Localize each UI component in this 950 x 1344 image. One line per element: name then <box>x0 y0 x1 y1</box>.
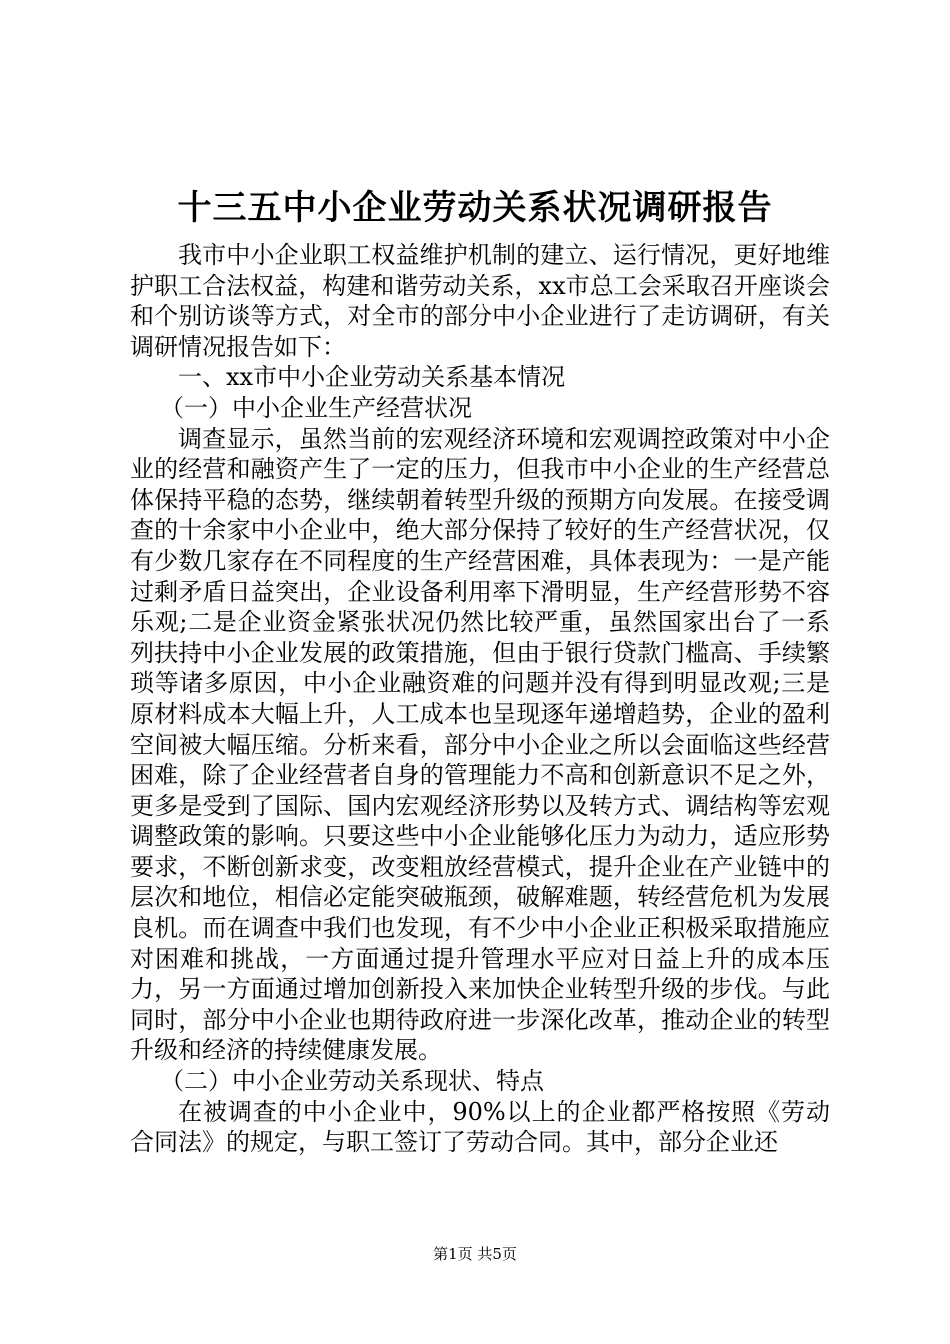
document-body <box>130 240 830 1158</box>
subsection-heading-2: （二）中小企业劳动关系现状、特点 <box>160 1067 544 1096</box>
subsection-2-paragraph: 在被调查的中小企业中，90%以上的企业都严格按照《劳动合同法》的规定，与职工签订了劳动合同。其中，部分企业还 <box>130 1097 830 1157</box>
page-number: 第1页 共5页 <box>433 1245 517 1263</box>
subsection-1-paragraph: 调查显示，虽然当前的宏观经济环境和宏观调控政策对中小企业的经营和融资产生了一定的压力，但我市中小企业的生产经营总体保持平稳的态势，继续朝着转型升级的预期方向发展。在接受调查的十余家中小企业中，绝大部分保持了较好的生产经营状况，仅有少数几家存在不同程度的生产经营困难，具体表现为：一是产能过剩矛盾日益突出，企业设备利用率下滑明显，生产经营形势不容乐观;二是企业资金紧张状况仍然比较严重，虽然国家出台了一系列扶持中小企业发展的政策措施，但由于银行贷款门槛高、手续繁琐等诸多原因，中小企业融资难的问题并没有得到明显改观;三是原材料成本大幅上升，人工成本也呈现逐年递增趋势，企业的盈利空间被大幅压缩。分析来看，部分中小企业之所以会面临这些经营困难，除了企业经营者自身的管理能力不高和创新意识不足之外，更多是受到了国际、国内宏观经济形势以及转方式、调结构等宏观调整政策的影响。只要这些中小企业能够化压力为动力，适应形势要求，不断创新求变，改变粗放经营模式，提升企业在产业链中的层次和地位，相信必定能突破瓶颈，破解难题，转经营危机为发展良机。而在调查中我们也发现，有不少中小企业正积极采取措施应对困难和挑战，一方面通过提升管理水平应对日益上升的成本压力，另一方面通过增加创新投入来加快企业转型升级的步伐。与此同时，部分中小企业也期待政府进一步深化改革，推动企业的转型升级和经济的持续健康发展。 <box>130 424 830 1065</box>
document-title: 十三五中小企业劳动关系状况调研报告 <box>177 188 773 228</box>
subsection-heading-1: （一）中小企业生产经营状况 <box>160 393 472 422</box>
intro-paragraph: 我市中小企业职工权益维护机制的建立、运行情况，更好地维护职工合法权益，构建和谐劳动关系，xx市总工会采取召开座谈会和个别访谈等方式，对全市的部分中小企业进行了走访调研，有关调研情况报告如下： <box>130 241 830 361</box>
section-heading-1: 一、xx市中小企业劳动关系基本情况 <box>178 363 566 392</box>
